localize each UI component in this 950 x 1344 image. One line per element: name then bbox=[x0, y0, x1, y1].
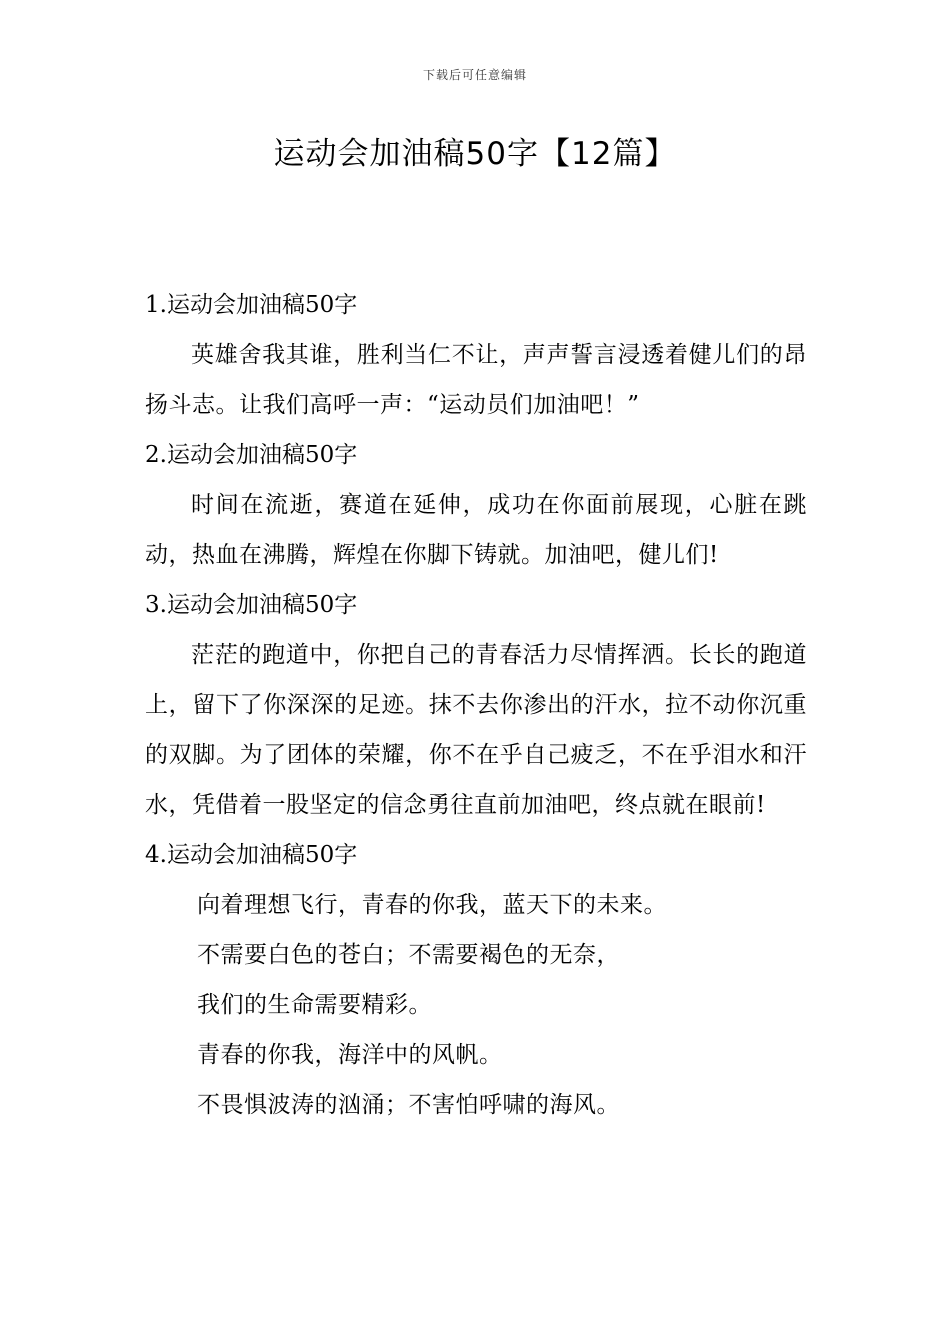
section-paragraph: 时间在流逝，赛道在延伸，成功在你面前展现，心脏在跳动，热血在沸腾，辉煌在你脚下铸就。加油吧，健儿们! bbox=[145, 492, 807, 568]
verse-line: 不畏惧波涛的汹涌；不害怕呼啸的海风。 bbox=[197, 1092, 620, 1118]
section-4 bbox=[145, 830, 807, 1130]
page-header: 下载后可任意编辑 bbox=[422, 68, 527, 82]
section-heading: 3.运动会加油稿50字 bbox=[145, 592, 358, 618]
verse-line: 不需要白色的苍白；不需要褐色的无奈， bbox=[197, 942, 620, 968]
section-heading: 1.运动会加油稿50字 bbox=[145, 292, 358, 318]
section-heading: 4.运动会加油稿50字 bbox=[145, 842, 358, 868]
verse-line: 我们的生命需要精彩。 bbox=[197, 992, 432, 1018]
section-paragraph: 英雄舍我其谁，胜利当仁不让，声声誓言浸透着健儿们的昂扬斗志。让我们高呼一声：“运动员们加油吧！” bbox=[145, 342, 807, 418]
section-3 bbox=[145, 580, 807, 830]
section-2 bbox=[145, 430, 807, 580]
verse-line: 向着理想飞行，青春的你我，蓝天下的未来。 bbox=[197, 892, 667, 918]
document-title: 运动会加油稿50字【12篇】 bbox=[273, 136, 677, 172]
verse-line: 青春的你我，海洋中的风帆。 bbox=[197, 1042, 503, 1068]
document-body bbox=[145, 280, 807, 1130]
section-heading: 2.运动会加油稿50字 bbox=[145, 442, 358, 468]
section-1 bbox=[145, 280, 807, 430]
section-paragraph: 茫茫的跑道中，你把自己的青春活力尽情挥洒。长长的跑道上，留下了你深深的足迹。抹不去你渗出的汗水，拉不动你沉重的双脚。为了团体的荣耀，你不在乎自己疲乏，不在乎泪水和汗水，凭借着一股坚定的信念勇往直前加油吧，终点就在眼前! bbox=[145, 642, 807, 818]
